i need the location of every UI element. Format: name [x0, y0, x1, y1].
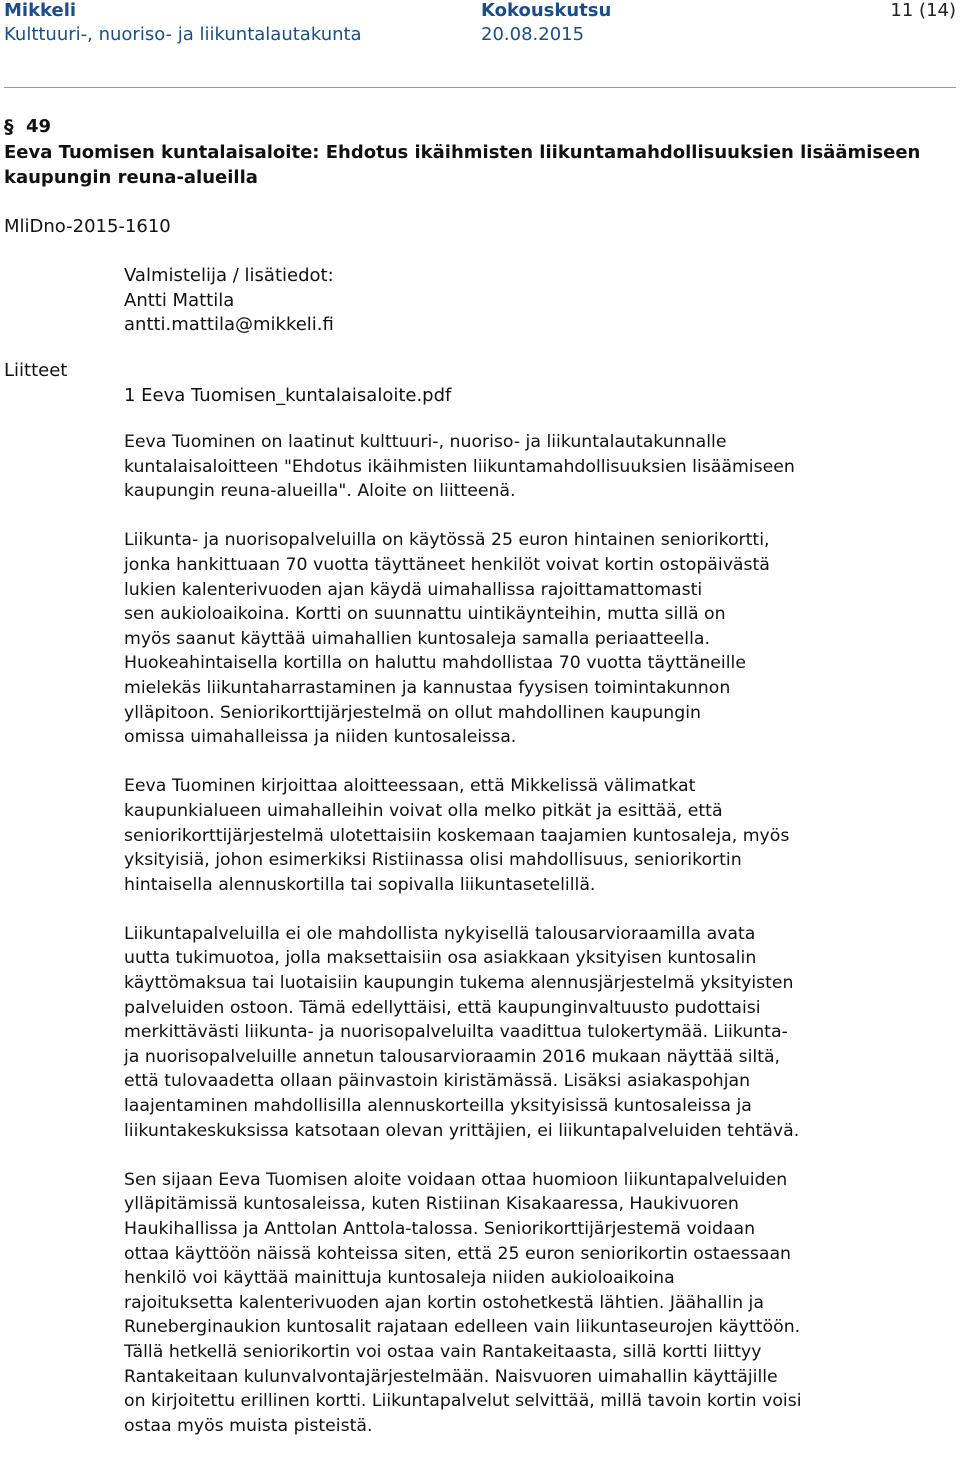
paragraph-line: Eeva Tuominen kirjoittaa aloitteessaan, että Mikkelissä välimatkat	[124, 776, 696, 797]
paragraph-line: jonka hankittuaan 70 vuotta täyttäneet henkilöt voivat kortin ostopäivästä	[124, 554, 770, 575]
item-body	[124, 430, 884, 1463]
paragraph-line: yksityisiä, johon esimerkiksi Ristiinassa olisi mahdollisuus, seniorikortin	[124, 850, 742, 871]
section-symbol: §	[4, 116, 14, 138]
board-name: Kulttuuri-, nuoriso- ja liikuntalautakunta	[4, 24, 362, 45]
paragraph-line: että tulovaadetta ollaan päinvastoin kiristämässä. Lisäksi asiakaspohjan	[124, 1071, 751, 1092]
paragraph-line: ja nuorisopalveluille annetun talousarvioraamin 2016 mukaan näyttää siltä,	[124, 1046, 781, 1067]
paragraph-line: ylläpitoon. Seniorikorttijärjestelmä on ollut mahdollinen kaupungin	[124, 702, 701, 723]
paragraph-line: liikuntakeskuksissa katsotaan olevan yrittäjien, ei liikuntapalveluiden tehtävä.	[124, 1120, 800, 1141]
body-paragraph	[124, 774, 884, 897]
item-title: Eeva Tuomisen kuntalaisaloite: Ehdotus ikäihmisten liikuntamahdollisuuksien lisäämiseen kaupungin reuna-alueilla	[4, 142, 921, 188]
paragraph-line: kuntalaisaloitteen "Ehdotus ikäihmisten liikuntamahdollisuuksien lisäämiseen	[124, 456, 795, 477]
body-paragraph	[124, 528, 884, 749]
paragraph-line: on kirjoitettu erillinen kortti. Liikuntapalvelut selvittää, millä tavoin kortin voisi	[124, 1391, 802, 1412]
header-divider	[4, 87, 956, 88]
meeting-date: 20.08.2015	[481, 24, 585, 45]
paragraph-line: uutta tukimuotoa, jolla maksettaisiin osa asiakkaan yksityisen kuntosalin	[124, 948, 757, 969]
paragraph-line: omissa uimahalleissa ja niiden kuntosaleissa.	[124, 727, 517, 748]
document-number: MliDno-2015-1610	[4, 216, 171, 237]
paragraph-line: Runeberginaukion kuntosalit rajataan edelleen vain liikuntaseurojen käyttöön.	[124, 1317, 801, 1338]
attachment-file: 1 Eeva Tuomisen_kuntalaisaloite.pdf	[124, 385, 452, 406]
body-paragraph	[124, 1168, 884, 1439]
organization-name: Mikkeli	[4, 0, 77, 21]
item-number: 49	[26, 116, 52, 137]
preparer-label: Valmistelija / lisätiedot:	[124, 265, 334, 286]
paragraph-line: merkittävästi liikunta- ja nuorisopalveluilta vaadittua tulokertymää. Liikunta-	[124, 1022, 788, 1043]
paragraph-line: ostaa myös muista pisteistä.	[124, 1415, 373, 1436]
attachments-label: Liitteet	[4, 360, 68, 381]
paragraph-line: ottaa käyttöön näissä kohteissa siten, että 25 euron seniorikortin ostaessaan	[124, 1243, 792, 1264]
paragraph-line: henkilö voi käyttää mainittuja kuntosaleja niiden aukioloaikoina	[124, 1268, 675, 1289]
paragraph-line: mielekäs liikuntaharrastaminen ja kannustaa fyysisen toimintakunnon	[124, 677, 731, 698]
paragraph-line: sen aukioloaikoina. Kortti on suunnattu uintikäynteihin, mutta sillä on	[124, 604, 726, 625]
paragraph-line: Liikuntapalveluilla ei ole mahdollista nykyisellä talousarvioraamilla avata	[124, 923, 756, 944]
paragraph-line: Rantakeitaan kulunvalvontajärjestelmään. Naisvuoren uimahallin käyttäjille	[124, 1366, 778, 1387]
paragraph-line: Sen sijaan Eeva Tuomisen aloite voidaan ottaa huomioon liikuntapalveluiden	[124, 1169, 788, 1190]
document-type: Kokouskutsu	[481, 0, 612, 21]
paragraph-line: Huokeahintaisella kortilla on haluttu mahdollistaa 70 vuotta täyttäneille	[124, 653, 746, 674]
paragraph-line: käyttömaksua tai luotaisiin kaupungin tukema alennusjärjestelmä yksityisten	[124, 973, 794, 994]
paragraph-line: Liikunta- ja nuorisopalveluilla on käytössä 25 euron hintainen seniorikortti,	[124, 530, 770, 551]
paragraph-line: palveluiden ostoon. Tämä edellyttäisi, että kaupunginvaltuusto pudottaisi	[124, 997, 761, 1018]
preparer-name: Antti Mattila	[124, 289, 235, 311]
body-paragraph	[124, 922, 884, 1143]
paragraph-line: kaupungin reuna-alueilla". Aloite on liitteenä.	[124, 481, 516, 502]
preparer-email: antti.mattila@mikkeli.fi	[124, 314, 334, 335]
preparer-info	[124, 264, 334, 338]
paragraph-line: seniorikorttijärjestelmä ulotettaisiin koskemaan taajamien kuntosaleja, myös	[124, 825, 790, 846]
paragraph-line: myös saanut käyttää uimahallien kuntosaleja samalla periaatteella.	[124, 628, 710, 649]
paragraph-line: lukien kalenterivuoden ajan käydä uimahallissa rajoittamattomasti	[124, 579, 703, 600]
paragraph-line: Eeva Tuominen on laatinut kulttuuri-, nuoriso- ja liikuntalautakunnalle	[124, 432, 727, 452]
body-paragraph	[124, 430, 884, 504]
paragraph-line: ylläpitämissä kuntosaleissa, kuten Ristiinan Kisakaaressa, Haukivuoren	[124, 1194, 739, 1215]
paragraph-line: laajentaminen mahdollisilla alennuskorteilla yksityisissä kuntosaleissa ja	[124, 1096, 752, 1117]
paragraph-line: rajoituksetta kalenterivuoden ajan kortin ostohetkestä lähtien. Jäähallin ja	[124, 1292, 764, 1313]
paragraph-line: Haukihallissa ja Anttolan Anttola-talossa. Seniorikorttijärjestemä voidaan	[124, 1219, 756, 1239]
paragraph-line: Tällä hetkellä seniorikortin voi ostaa vain Rantakeitaasta, sillä kortti liittyy	[124, 1341, 762, 1362]
paragraph-line: hintaisella alennuskortilla tai sopivalla liikuntasetelillä.	[124, 874, 596, 895]
page-header	[0, 0, 960, 50]
paragraph-line: kaupunkialueen uimahalleihin voivat olla melko pitkät ja esittää, että	[124, 800, 723, 821]
page-number: 11 (14)	[890, 0, 956, 21]
